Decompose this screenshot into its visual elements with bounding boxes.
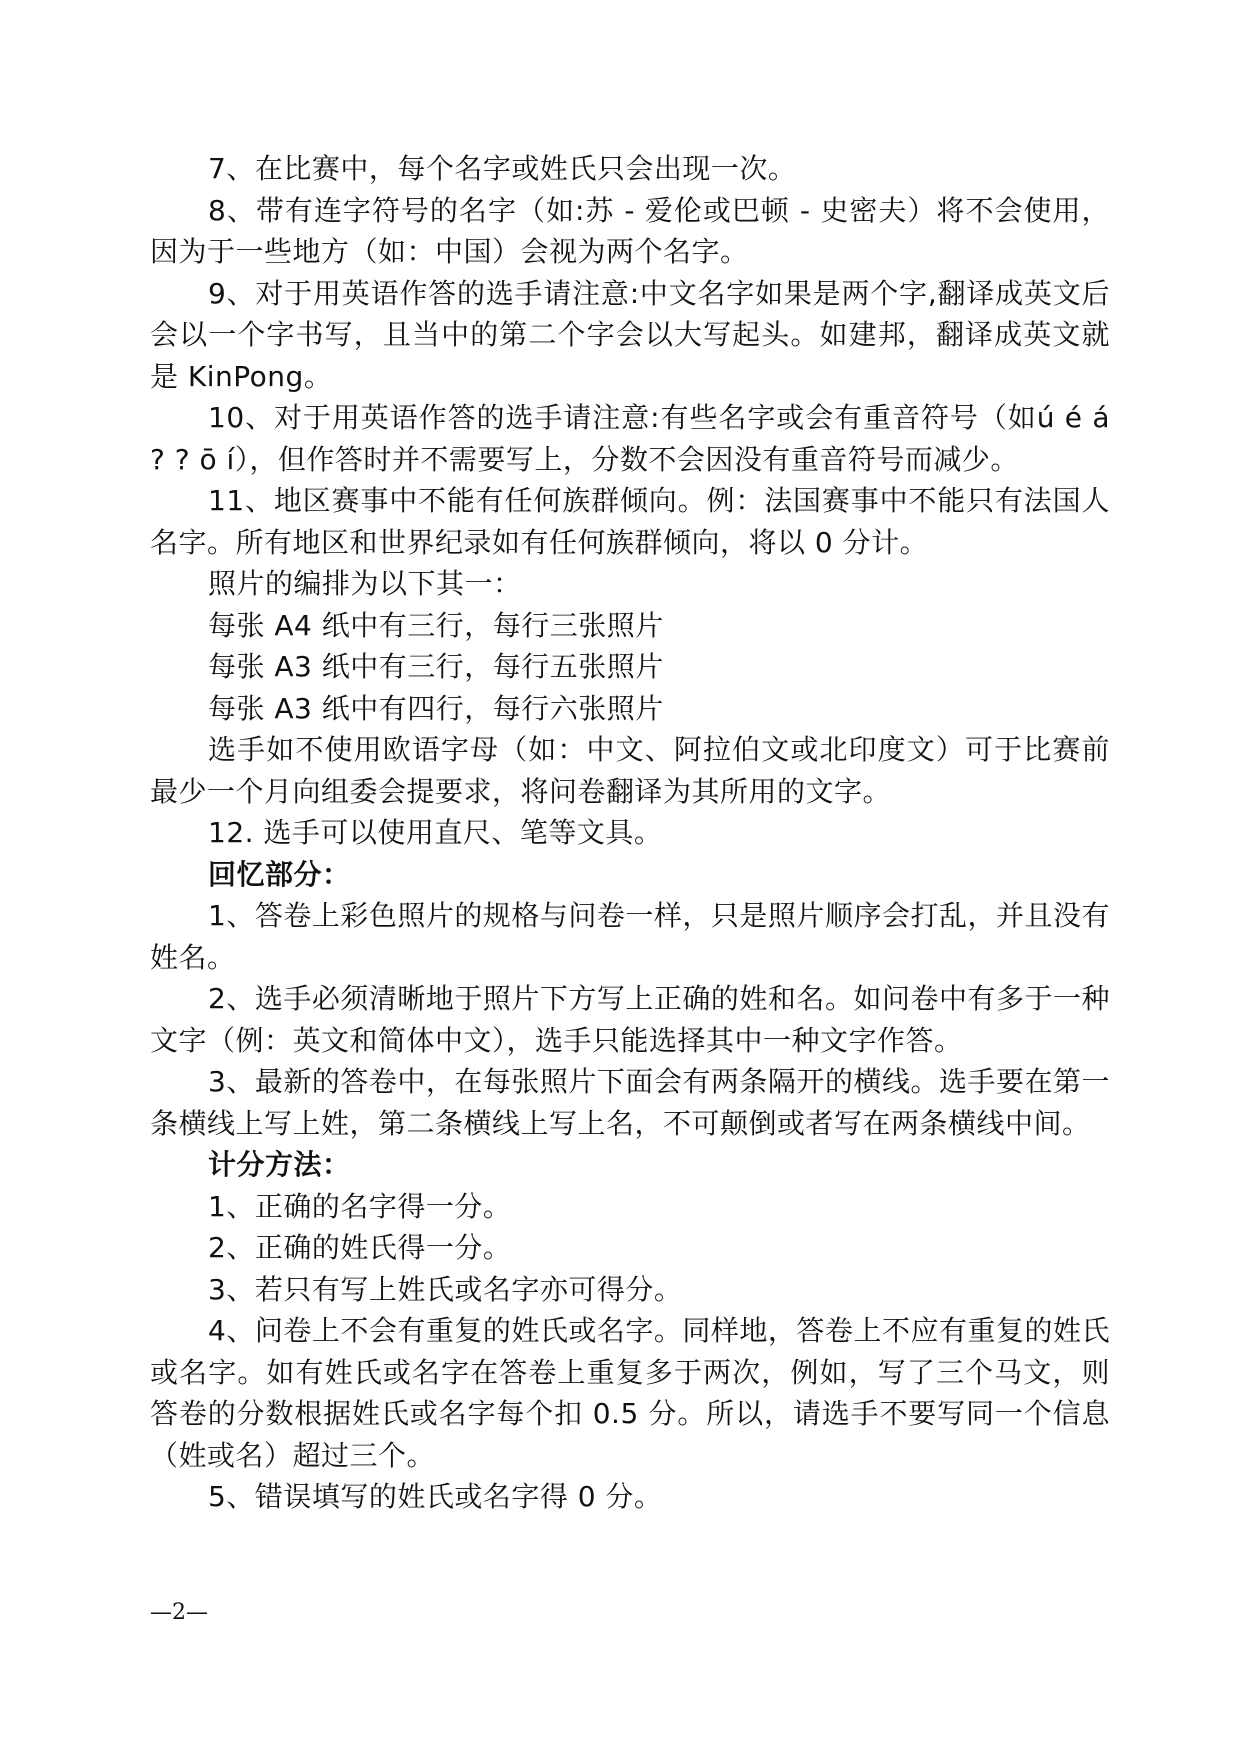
recall-section-heading: 回忆部分： — [208, 857, 351, 891]
recall-item-1: 1、答卷上彩色照片的规格与问卷一样，只是照片顺序会打乱，并且没有姓名。 — [150, 899, 1110, 974]
photo-layout-option-1: 每张 A4 纸中有三行，每行三张照片 — [208, 608, 664, 642]
photo-layout-option-3: 每张 A3 纸中有四行，每行六张照片 — [208, 691, 664, 725]
rule-9: 9、对于用英语作答的选手请注意:中文名字如果是两个字,翻译成英文后会以一个字书写，且当中的第二个字会以大写起头。如建邦，翻译成英文就是 KinPong。 — [150, 276, 1110, 393]
document-page — [150, 148, 1110, 1518]
scoring-item-1: 1、正确的名字得一分。 — [208, 1189, 512, 1223]
rule-11: 11、地区赛事中不能有任何族群倾向。例：法国赛事中不能只有法国人名字。所有地区和世界纪录如有任何族群倾向，将以 0 分计。 — [150, 484, 1110, 559]
photo-layout-option-2: 每张 A3 纸中有三行，每行五张照片 — [208, 650, 664, 683]
recall-item-2: 2、选手必须清晰地于照片下方写上正确的姓和名。如问卷中有多于一种文字（例：英文和简体中文），选手只能选择其中一种文字作答。 — [150, 982, 1110, 1057]
photo-layout-intro: 照片的编排为以下其一： — [208, 567, 522, 600]
scoring-item-2: 2、正确的姓氏得一分。 — [208, 1231, 512, 1264]
rule-8: 8、带有连字符号的名字（如:苏 - 爱伦或巴顿 - 史密夫）将不会使用，因为于一些地方（如：中国）会视为两个名字。 — [150, 193, 1110, 268]
scoring-item-4: 4、问卷上不会有重复的姓氏或名字。同样地，答卷上不应有重复的姓氏或名字。如有姓氏或名字在答卷上重复多于两次，例如，写了三个马文，则答卷的分数根据姓氏或名字每个扣 0.5 分。所以，请选手不要写同一个信息（姓或名）超过三个。 — [150, 1314, 1110, 1472]
scoring-section-heading: 计分方法： — [208, 1148, 351, 1181]
rule-12: 12. 选手可以使用直尺、笔等文具。 — [208, 816, 663, 849]
scoring-item-3: 3、若只有写上姓氏或名字亦可得分。 — [208, 1272, 683, 1306]
recall-item-3: 3、最新的答卷中，在每张照片下面会有两条隔开的横线。选手要在第一条横线上写上姓，第二条横线上写上名，不可颠倒或者写在两条横线中间。 — [150, 1065, 1110, 1140]
rule-10: 10、对于用英语作答的选手请注意:有些名字或会有重音符号（如ú é á ? ? ō í），但作答时并不需要写上，分数不会因没有重音符号而减少。 — [150, 401, 1110, 476]
rule-7: 7、在比赛中，每个名字或姓氏只会出现一次。 — [208, 152, 797, 185]
page-number: —2— — [150, 1600, 208, 1625]
translation-note: 选手如不使用欧语字母（如：中文、阿拉伯文或北印度文）可于比赛前最少一个月向组委会提要求，将问卷翻译为其所用的文字。 — [150, 733, 1110, 808]
scoring-item-5: 5、错误填写的姓氏或名字得 0 分。 — [208, 1480, 663, 1513]
